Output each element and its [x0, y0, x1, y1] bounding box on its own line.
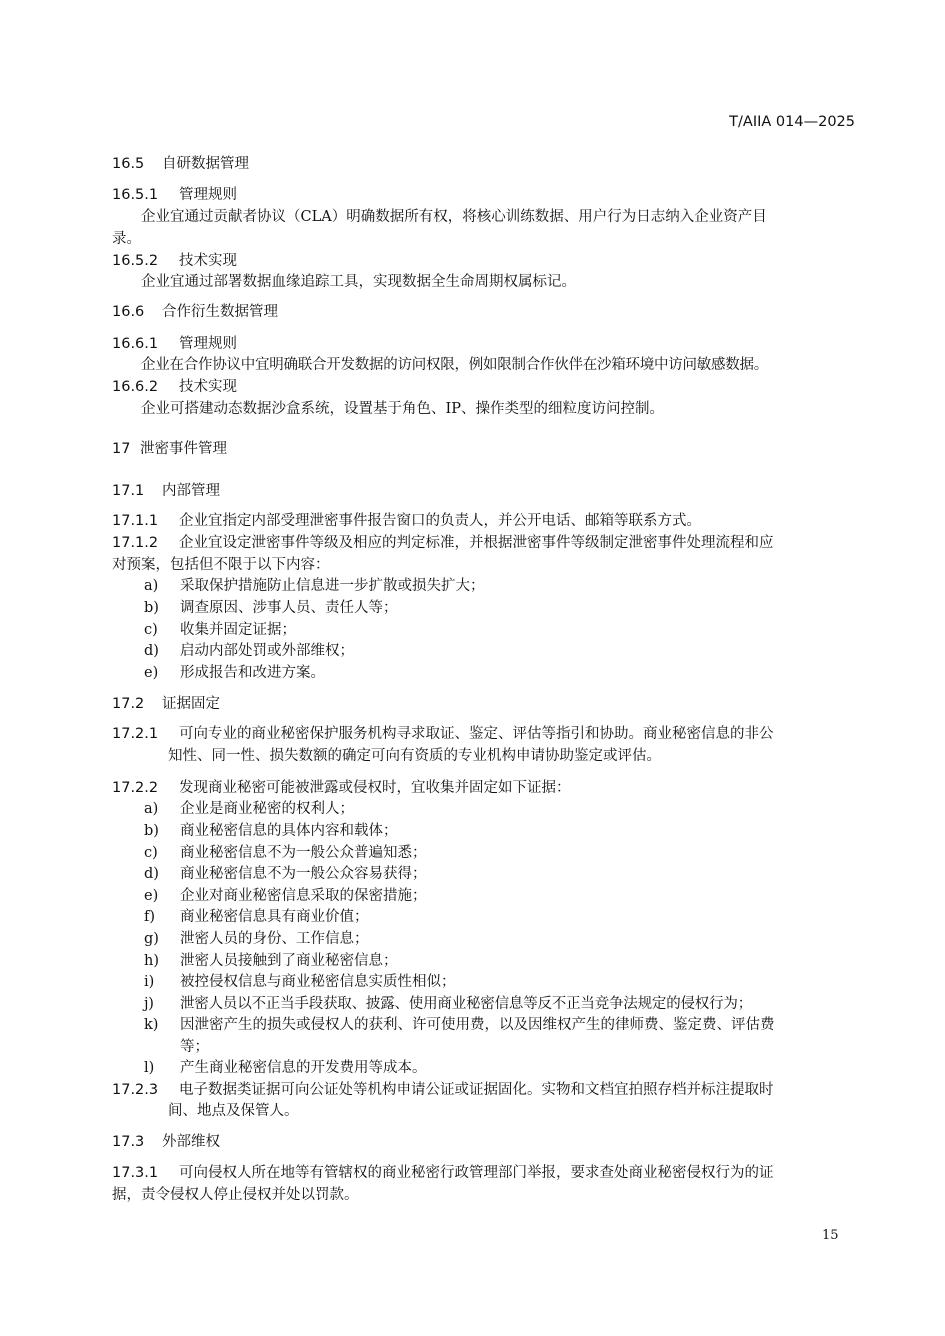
list-item [144, 1015, 775, 1035]
section-number: 17.1 [112, 483, 145, 499]
clause-number: 17.2.1 [112, 726, 159, 742]
clause-17-2-2 [112, 778, 571, 798]
list-marker: j) [144, 996, 154, 1012]
list-marker: a) [144, 801, 159, 817]
list-text: 商业秘密信息的具体内容和载体； [180, 823, 398, 839]
list-marker: i) [144, 974, 155, 990]
list-marker: a) [144, 578, 159, 594]
list-text: 企业对商业秘密信息采取的保密措施； [180, 888, 427, 904]
clause-text: 电子数据类证据可向公证处等机构申请公证或证据固化。实物和文档宜拍照存档并标注提取时 [179, 1082, 774, 1098]
page-number: 15 [822, 1228, 839, 1243]
paragraph-line: 企业在合作协议中宜明确联合开发数据的访问权限，例如限制合作伙伴在沙箱环境中访问敏感数据。 [141, 357, 768, 373]
list-item [144, 907, 369, 927]
list-text: 泄密人员的身份、工作信息； [180, 931, 369, 947]
section-title: 管理规则 [179, 336, 237, 352]
section-number: 17.2 [112, 696, 145, 712]
clause-number: 17.2.3 [112, 1082, 159, 1098]
section-number: 16.5.1 [112, 187, 159, 203]
clause-text: 发现商业秘密可能被泄露或侵权时，宜收集并固定如下证据： [179, 780, 571, 796]
paragraph-line: 企业宜通过贡献者协议（CLA）明确数据所有权，将核心训练数据、用户行为日志纳入企业资产目 [141, 209, 767, 225]
heading-16-6 [112, 302, 278, 322]
list-text: 启动内部处罚或外部维权； [180, 643, 354, 659]
clause-17-2-3 [112, 1080, 774, 1100]
clause-text: 可向侵权人所在地等有管辖权的商业秘密行政管理部门举报，要求查处商业秘密侵权行为的证 [179, 1165, 774, 1181]
section-title: 技术实现 [179, 379, 237, 395]
list-marker: l) [144, 1060, 155, 1076]
heading-17-2 [112, 694, 220, 714]
list-item [144, 929, 369, 949]
list-marker: c) [144, 845, 158, 861]
section-number: 16.5.2 [112, 253, 159, 269]
list-marker: h) [144, 953, 159, 969]
heading-17-1 [112, 481, 220, 501]
list-marker: b) [144, 600, 159, 616]
section-title: 自研数据管理 [162, 156, 249, 172]
heading-16-6-1 [112, 334, 237, 354]
paragraph-line: 间、地点及保管人。 [168, 1103, 299, 1119]
section-title: 管理规则 [179, 187, 237, 203]
paragraph-line: 企业宜通过部署数据血缘追踪工具，实现数据全生命周期权属标记。 [141, 274, 576, 290]
list-text: 商业秘密信息不为一般公众容易获得； [180, 866, 427, 882]
list-item [144, 864, 427, 884]
list-item [144, 843, 427, 863]
list-text: 收集并固定证据； [180, 622, 296, 638]
standard-number: T/AIIA 014—2025 [729, 114, 855, 130]
paragraph-line: 据，责令侵权人停止侵权并处以罚款。 [112, 1187, 359, 1203]
list-text: 采取保护措施防止信息进一步扩散或损失扩大； [180, 578, 485, 594]
heading-16-5-2 [112, 251, 237, 271]
section-number: 17.3 [112, 1134, 145, 1150]
section-title: 外部维权 [162, 1134, 220, 1150]
heading-17 [112, 439, 227, 459]
section-title: 证据固定 [162, 696, 220, 712]
list-text: 形成报告和改进方案。 [180, 665, 325, 681]
section-title: 合作衍生数据管理 [162, 304, 278, 320]
list-item [144, 620, 296, 640]
section-title: 技术实现 [179, 253, 237, 269]
list-text: 泄密人员接触到了商业秘密信息； [180, 953, 398, 969]
list-marker: d) [144, 866, 159, 882]
list-text: 产生商业秘密信息的开发费用等成本。 [180, 1060, 427, 1076]
clause-text: 企业宜指定内部受理泄密事件报告窗口的负责人，并公开电话、邮箱等联系方式。 [179, 513, 701, 529]
list-marker: e) [144, 665, 159, 681]
list-item [144, 663, 325, 683]
list-item [144, 886, 427, 906]
list-text: 调查原因、涉事人员、责任人等； [180, 600, 398, 616]
list-marker: f) [144, 909, 156, 925]
list-item [144, 951, 398, 971]
clause-number: 17.1.2 [112, 535, 159, 551]
list-item [144, 641, 354, 661]
paragraph-line: 企业可搭建动态数据沙盒系统，设置基于角色、IP、操作类型的细粒度访问控制。 [141, 401, 664, 417]
clause-17-1-1 [112, 511, 701, 531]
clause-17-1-2 [112, 533, 774, 553]
paragraph-line: 知性、同一性、损失数额的确定可向有资质的专业机构申请协助鉴定或评估。 [168, 748, 661, 764]
section-number: 16.5 [112, 156, 145, 172]
list-item [144, 821, 398, 841]
clause-number: 17.2.2 [112, 780, 159, 796]
heading-17-3 [112, 1132, 220, 1152]
list-marker: e) [144, 888, 159, 904]
clause-text: 企业宜设定泄密事件等级及相应的判定标准，并根据泄密事件等级制定泄密事件处理流程和应 [179, 535, 774, 551]
section-number: 16.6 [112, 304, 145, 320]
paragraph-line: 录。 [112, 231, 141, 247]
clause-17-3-1 [112, 1163, 774, 1183]
heading-16-6-2 [112, 377, 237, 397]
list-text: 泄密人员以不正当手段获取、披露、使用商业秘密信息等反不正当竞争法规定的侵权行为； [180, 996, 752, 1012]
list-item [144, 799, 354, 819]
list-item [144, 972, 456, 992]
clause-number: 17.1.1 [112, 513, 159, 529]
heading-16-5 [112, 154, 249, 174]
list-marker: c) [144, 622, 158, 638]
section-number: 17 [112, 441, 131, 457]
list-text: 因泄密产生的损失或侵权人的获利、许可使用费，以及因维权产生的律师费、鉴定费、评估费 [180, 1017, 775, 1033]
clause-text: 可向专业的商业秘密保护服务机构寻求取证、鉴定、评估等指引和协助。商业秘密信息的非公 [179, 726, 774, 742]
list-text: 被控侵权信息与商业秘密信息实质性相似； [180, 974, 456, 990]
section-number: 16.6.1 [112, 336, 159, 352]
paragraph-line: 对预案，包括但不限于以下内容： [112, 557, 330, 573]
list-marker: k) [144, 1017, 159, 1033]
list-item [144, 598, 398, 618]
section-title: 内部管理 [162, 483, 220, 499]
list-marker: g) [144, 931, 159, 947]
list-item [144, 1058, 427, 1078]
list-item [144, 576, 485, 596]
list-text-continuation: 等； [180, 1039, 209, 1055]
section-title: 泄密事件管理 [140, 441, 227, 457]
section-number: 16.6.2 [112, 379, 159, 395]
list-marker: d) [144, 643, 159, 659]
heading-16-5-1 [112, 185, 237, 205]
list-text: 企业是商业秘密的权利人； [180, 801, 354, 817]
clause-17-2-1 [112, 724, 774, 744]
clause-number: 17.3.1 [112, 1165, 159, 1181]
list-text: 商业秘密信息不为一般公众普遍知悉； [180, 845, 427, 861]
list-text: 商业秘密信息具有商业价值； [180, 909, 369, 925]
list-marker: b) [144, 823, 159, 839]
list-item [144, 994, 752, 1014]
